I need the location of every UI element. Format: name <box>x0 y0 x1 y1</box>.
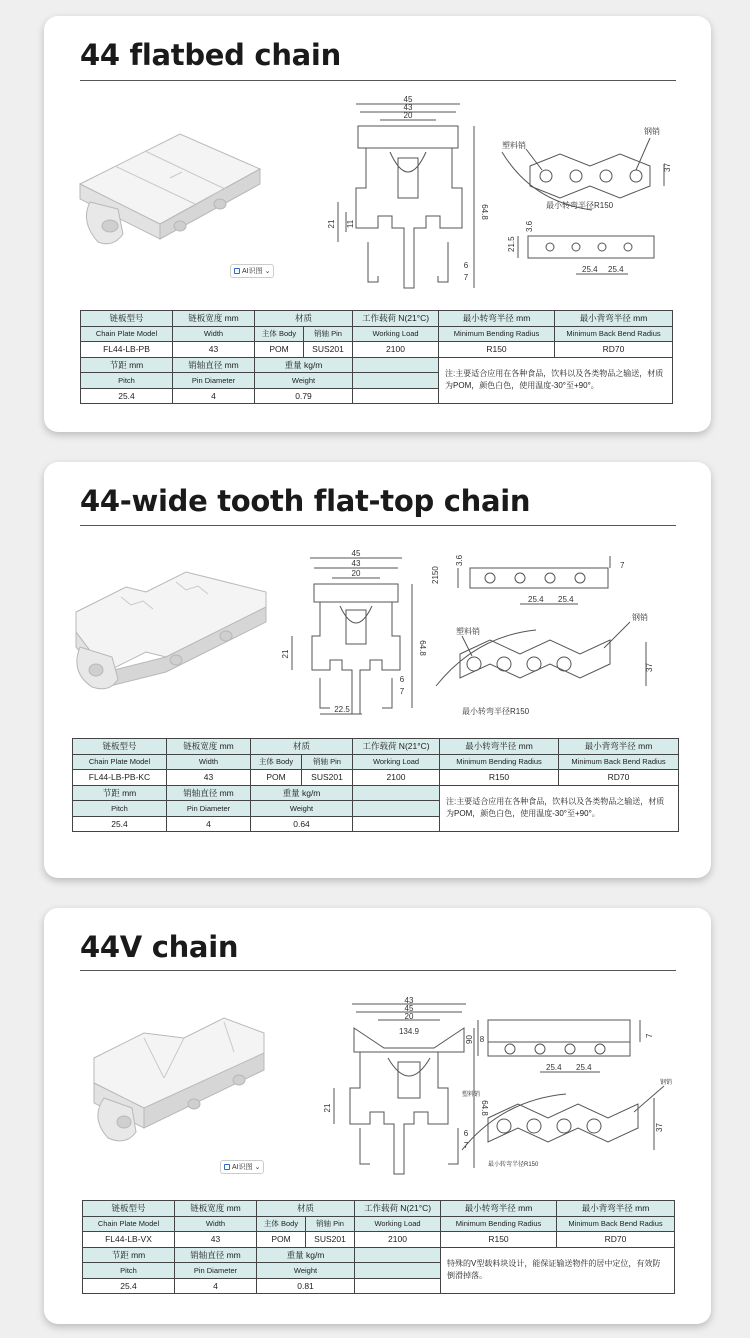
spec-table: 链板型号 链板宽度 mm 材质 工作载荷 N(21°C) 最小转弯半径 mm 最小背弯半径 mm Chain Plate Model Width 主体 Body 销轴 Pin Working Load Minimum Bending Radius Minimum Back Bend Radius FL44-LB-PB 43 POM SUS201 2100 R150 RD70 节距 mm 销轴直径 mm 重量 kg/m 注:主要适合应用在各种食品，饮料以及各类物品之输送，材质为POM，颜色白色，使用温度-30°至+90°。 Pitch Pin Diameter Weight 25.4 4 0.79 <box>80 310 673 404</box>
value-back: RD70 <box>557 1232 675 1248</box>
min-radius-label: 最小转弯半径R150 <box>462 707 530 716</box>
dim-label: 8 <box>479 1035 485 1044</box>
ai-icon <box>224 1164 230 1170</box>
dim-label: 7 <box>645 1033 654 1038</box>
product-card-flatbed <box>44 16 711 432</box>
ai-recognize-button[interactable]: AI识图 ⌄ <box>220 1160 264 1174</box>
plastic-pin-label: 塑料销 <box>462 1092 481 1098</box>
dim-label: 25.4 <box>546 1063 562 1072</box>
dim-label: 25.4 <box>582 265 598 274</box>
min-radius-label: 最小转弯半径R150 <box>488 1162 539 1168</box>
dim-label: 21 <box>323 1103 332 1113</box>
dim-label: 22.5 <box>334 705 350 714</box>
value-model: FL44-LB-PB <box>81 342 173 358</box>
note-text: 注:主要适合应用在各种食品，饮料以及各类物品之输送，材质为POM，颜色白色，使用温度-30°至+90°。 <box>439 357 673 404</box>
dim-label: 25.4 <box>528 595 544 604</box>
dim-label: 43 <box>404 996 414 1005</box>
dim-label: 21.5 <box>507 236 516 252</box>
value-pin-diameter: 4 <box>173 388 255 404</box>
spec-table: 链板型号 链板宽度 mm 材质 工作载荷 N(21°C) 最小转弯半径 mm 最小背弯半径 mm Chain Plate Model Width 主体 Body 销轴 Pin Working Load Minimum Bending Radius Minimum Back Bend Radius FL44-LB-PB-KC 43 POM SUS201 2100 R150 RD70 节距 mm 销轴直径 mm 重量 kg/m 注:主要适合应用在各种食品，饮料以及各类物品之输送，材质为POM，颜色白色，使用温度-30°至+90°。 Pitch Pin Diameter Weight 25.4 4 0.64 <box>72 738 679 832</box>
dim-label: 25.4 <box>576 1063 592 1072</box>
plastic-pin-label: 塑料销 <box>502 141 526 150</box>
product-card-44v <box>44 908 711 1324</box>
plastic-pin-label: 塑料销 <box>456 627 480 636</box>
header-back: 最小背弯半径 mm <box>555 311 673 327</box>
spec-table: 链板型号 链板宽度 mm 材质 工作载荷 N(21°C) 最小转弯半径 mm 最小背弯半径 mm Chain Plate Model Width 主体 Body 销轴 Pin Working Load Minimum Bending Radius Minimum Back Bend Radius FL44-LB-VX 43 POM SUS201 2100 R150 RD70 节距 mm 销轴直径 mm 重量 kg/m 特殊的V型载料块设计，能保证输送物件的居中定位，有效防倒滑掉落。 Pitch Pin Diameter Weight 25.4 4 0.81 <box>82 1200 675 1294</box>
note-text: 注:主要适合应用在各种食品，饮料以及各类物品之输送，材质为POM，颜色白色，使用温度-30°至+90°。 <box>440 785 679 832</box>
product-card-wide-tooth <box>44 462 711 878</box>
dim-label: 20 <box>404 1012 414 1021</box>
dim-label: 2150 <box>431 566 440 584</box>
value-body: POM <box>255 342 304 358</box>
side-view-drawing <box>458 1000 678 1170</box>
header-model: 链板型号 <box>81 311 173 327</box>
dim-label: 37 <box>645 663 654 672</box>
dim-label: 11 <box>346 219 355 229</box>
value-pin: SUS201 <box>306 1232 355 1248</box>
dim-label: 37 <box>663 163 672 172</box>
card-title: 44-wide tooth flat-top chain <box>80 484 531 518</box>
value-width: 43 <box>167 770 251 786</box>
note-text: 特殊的V型载料块设计，能保证输送物件的居中定位，有效防倒滑掉落。 <box>441 1247 675 1294</box>
value-pitch: 25.4 <box>81 388 173 404</box>
dim-label: 45 <box>351 549 361 558</box>
dim-label: 6 <box>399 675 405 684</box>
dim-label: 64.8 <box>480 1100 489 1116</box>
value-back: RD70 <box>555 342 673 358</box>
dim-label: 25.4 <box>608 265 624 274</box>
dim-label: 20 <box>403 111 413 120</box>
value-pin-diameter: 4 <box>175 1278 257 1294</box>
dim-label: 21 <box>327 219 336 229</box>
side-view-drawing <box>431 546 674 718</box>
value-load: 2100 <box>355 1232 441 1248</box>
steel-pin-label: 钢销 <box>632 613 648 622</box>
chain-photo <box>70 114 270 264</box>
value-back: RD70 <box>559 770 679 786</box>
dim-label: 7 <box>463 1141 469 1150</box>
min-radius-label: 最小转弯半径R150 <box>546 201 614 210</box>
value-load: 2100 <box>353 342 439 358</box>
value-model: FL44-LB-VX <box>83 1232 175 1248</box>
dim-label: 7 <box>620 561 625 570</box>
dim-label: 3.6 <box>455 554 464 566</box>
dim-label: 3.6 <box>525 220 534 232</box>
value-bend: R150 <box>440 770 559 786</box>
value-pin: SUS201 <box>302 770 353 786</box>
value-width: 43 <box>175 1232 257 1248</box>
dim-label: 25.4 <box>558 595 574 604</box>
front-view-drawing <box>328 92 488 298</box>
dim-label: 6 <box>463 261 469 270</box>
header-width: 链板宽度 mm <box>173 311 255 327</box>
dim-label: 7 <box>399 687 405 696</box>
value-pin-diameter: 4 <box>167 816 251 832</box>
value-body: POM <box>257 1232 306 1248</box>
ai-icon <box>234 268 240 274</box>
dim-label: 90 <box>465 1035 474 1044</box>
dim-label: 45 <box>403 95 413 104</box>
ai-recognize-button[interactable]: AI识图 ⌄ <box>230 264 274 278</box>
chain-photo <box>74 1008 274 1158</box>
front-view-drawing <box>281 548 427 718</box>
chain-photo <box>66 552 276 702</box>
dim-label: 134.9 <box>398 1027 420 1036</box>
dim-label: 6 <box>463 1129 469 1138</box>
steel-pin-label: 钢销 <box>660 1080 673 1086</box>
dim-label: 7 <box>463 273 469 282</box>
dim-label: 21 <box>281 649 290 659</box>
value-weight: 0.81 <box>257 1278 355 1294</box>
card-title: 44V chain <box>80 930 239 964</box>
value-width: 43 <box>173 342 255 358</box>
steel-pin-label: 钢销 <box>644 127 660 136</box>
header-material: 材质 <box>255 311 353 327</box>
value-pin: SUS201 <box>304 342 353 358</box>
value-body: POM <box>251 770 302 786</box>
value-weight: 0.79 <box>255 388 353 404</box>
dim-label: 43 <box>403 103 413 112</box>
value-bend: R150 <box>439 342 555 358</box>
title-divider <box>80 80 676 81</box>
card-title: 44 flatbed chain <box>80 38 341 72</box>
value-model: FL44-LB-PB-KC <box>73 770 167 786</box>
header-load: 工作载荷 N(21°C) <box>353 311 439 327</box>
dim-label: 20 <box>351 569 361 578</box>
value-pitch: 25.4 <box>83 1278 175 1294</box>
dim-label: 64.8 <box>418 640 427 656</box>
side-view-drawing <box>498 124 674 284</box>
title-divider <box>80 525 676 526</box>
value-pitch: 25.4 <box>73 816 167 832</box>
value-load: 2100 <box>353 770 440 786</box>
header-bend: 最小转弯半径 mm <box>439 311 555 327</box>
dim-label: 45 <box>404 1004 414 1013</box>
dim-label: 37 <box>655 1123 664 1132</box>
dim-label: 43 <box>351 559 361 568</box>
value-weight: 0.64 <box>251 816 353 832</box>
title-divider <box>80 970 676 971</box>
dim-label: 64.8 <box>480 204 489 220</box>
value-bend: R150 <box>441 1232 557 1248</box>
